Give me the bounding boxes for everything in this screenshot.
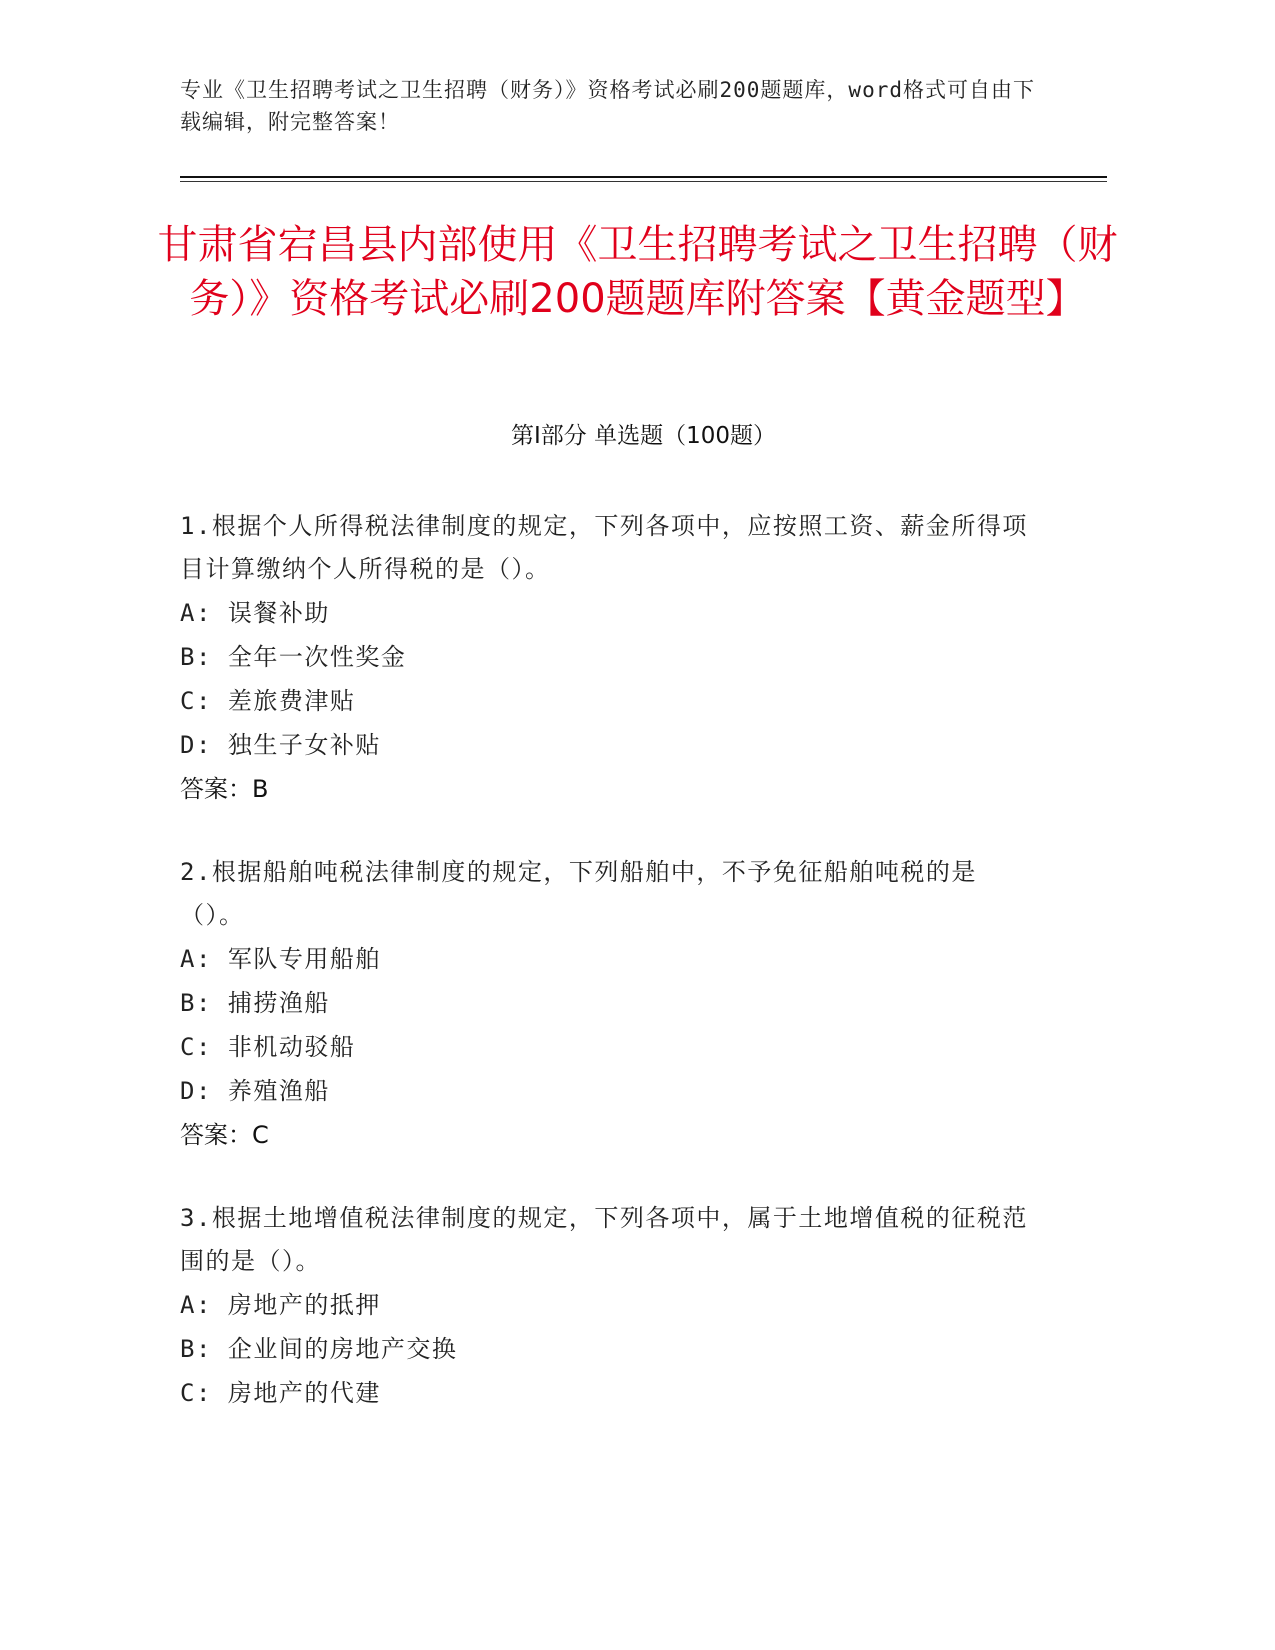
option-c: C: 差旅费津贴: [180, 687, 356, 715]
option-c: C: 房地产的代建: [180, 1379, 381, 1407]
header-rule-thin: [180, 181, 1107, 182]
option-c: C: 非机动驳船: [180, 1033, 356, 1061]
question-stem: 1.根据个人所得税法律制度的规定，下列各项中，应按照工资、薪金所得项目计算缴纳个人所得税的是（）。: [180, 512, 1028, 583]
question-3: [180, 1197, 1040, 1415]
header-rule-thick: [180, 176, 1107, 178]
option-b: B: 企业间的房地产交换: [180, 1335, 458, 1363]
option-a: A: 军队专用船舶: [180, 945, 381, 973]
option-a: A: 房地产的抵押: [180, 1291, 381, 1319]
option-a: A: 误餐补助: [180, 599, 330, 627]
section-heading: 第Ⅰ部分 单选题（100题）: [511, 423, 776, 449]
option-d: D: 养殖渔船: [180, 1077, 330, 1105]
header-note: 专业《卫生招聘考试之卫生招聘（财务）》资格考试必刷200题题库，word格式可自由下载编辑，附完整答案！: [180, 78, 1035, 134]
question-1: [180, 505, 1040, 811]
question-list: [180, 505, 1040, 1455]
question-2: [180, 851, 1040, 1157]
question-stem: 2.根据船舶吨税法律制度的规定，下列船舶中，不予免征船舶吨税的是（）。: [180, 858, 977, 929]
option-b: B: 全年一次性奖金: [180, 643, 407, 671]
answer: 答案：B: [180, 775, 269, 803]
option-b: B: 捕捞渔船: [180, 989, 330, 1017]
document-title: 甘肃省宕昌县内部使用《卫生招聘考试之卫生招聘（财务）》资格考试必刷200题题库附答案【黄金题型】: [157, 222, 1118, 322]
answer: 答案：C: [180, 1121, 269, 1149]
option-d: D: 独生子女补贴: [180, 731, 381, 759]
question-stem: 3.根据土地增值税法律制度的规定，下列各项中，属于土地增值税的征税范围的是（）。: [180, 1204, 1028, 1275]
